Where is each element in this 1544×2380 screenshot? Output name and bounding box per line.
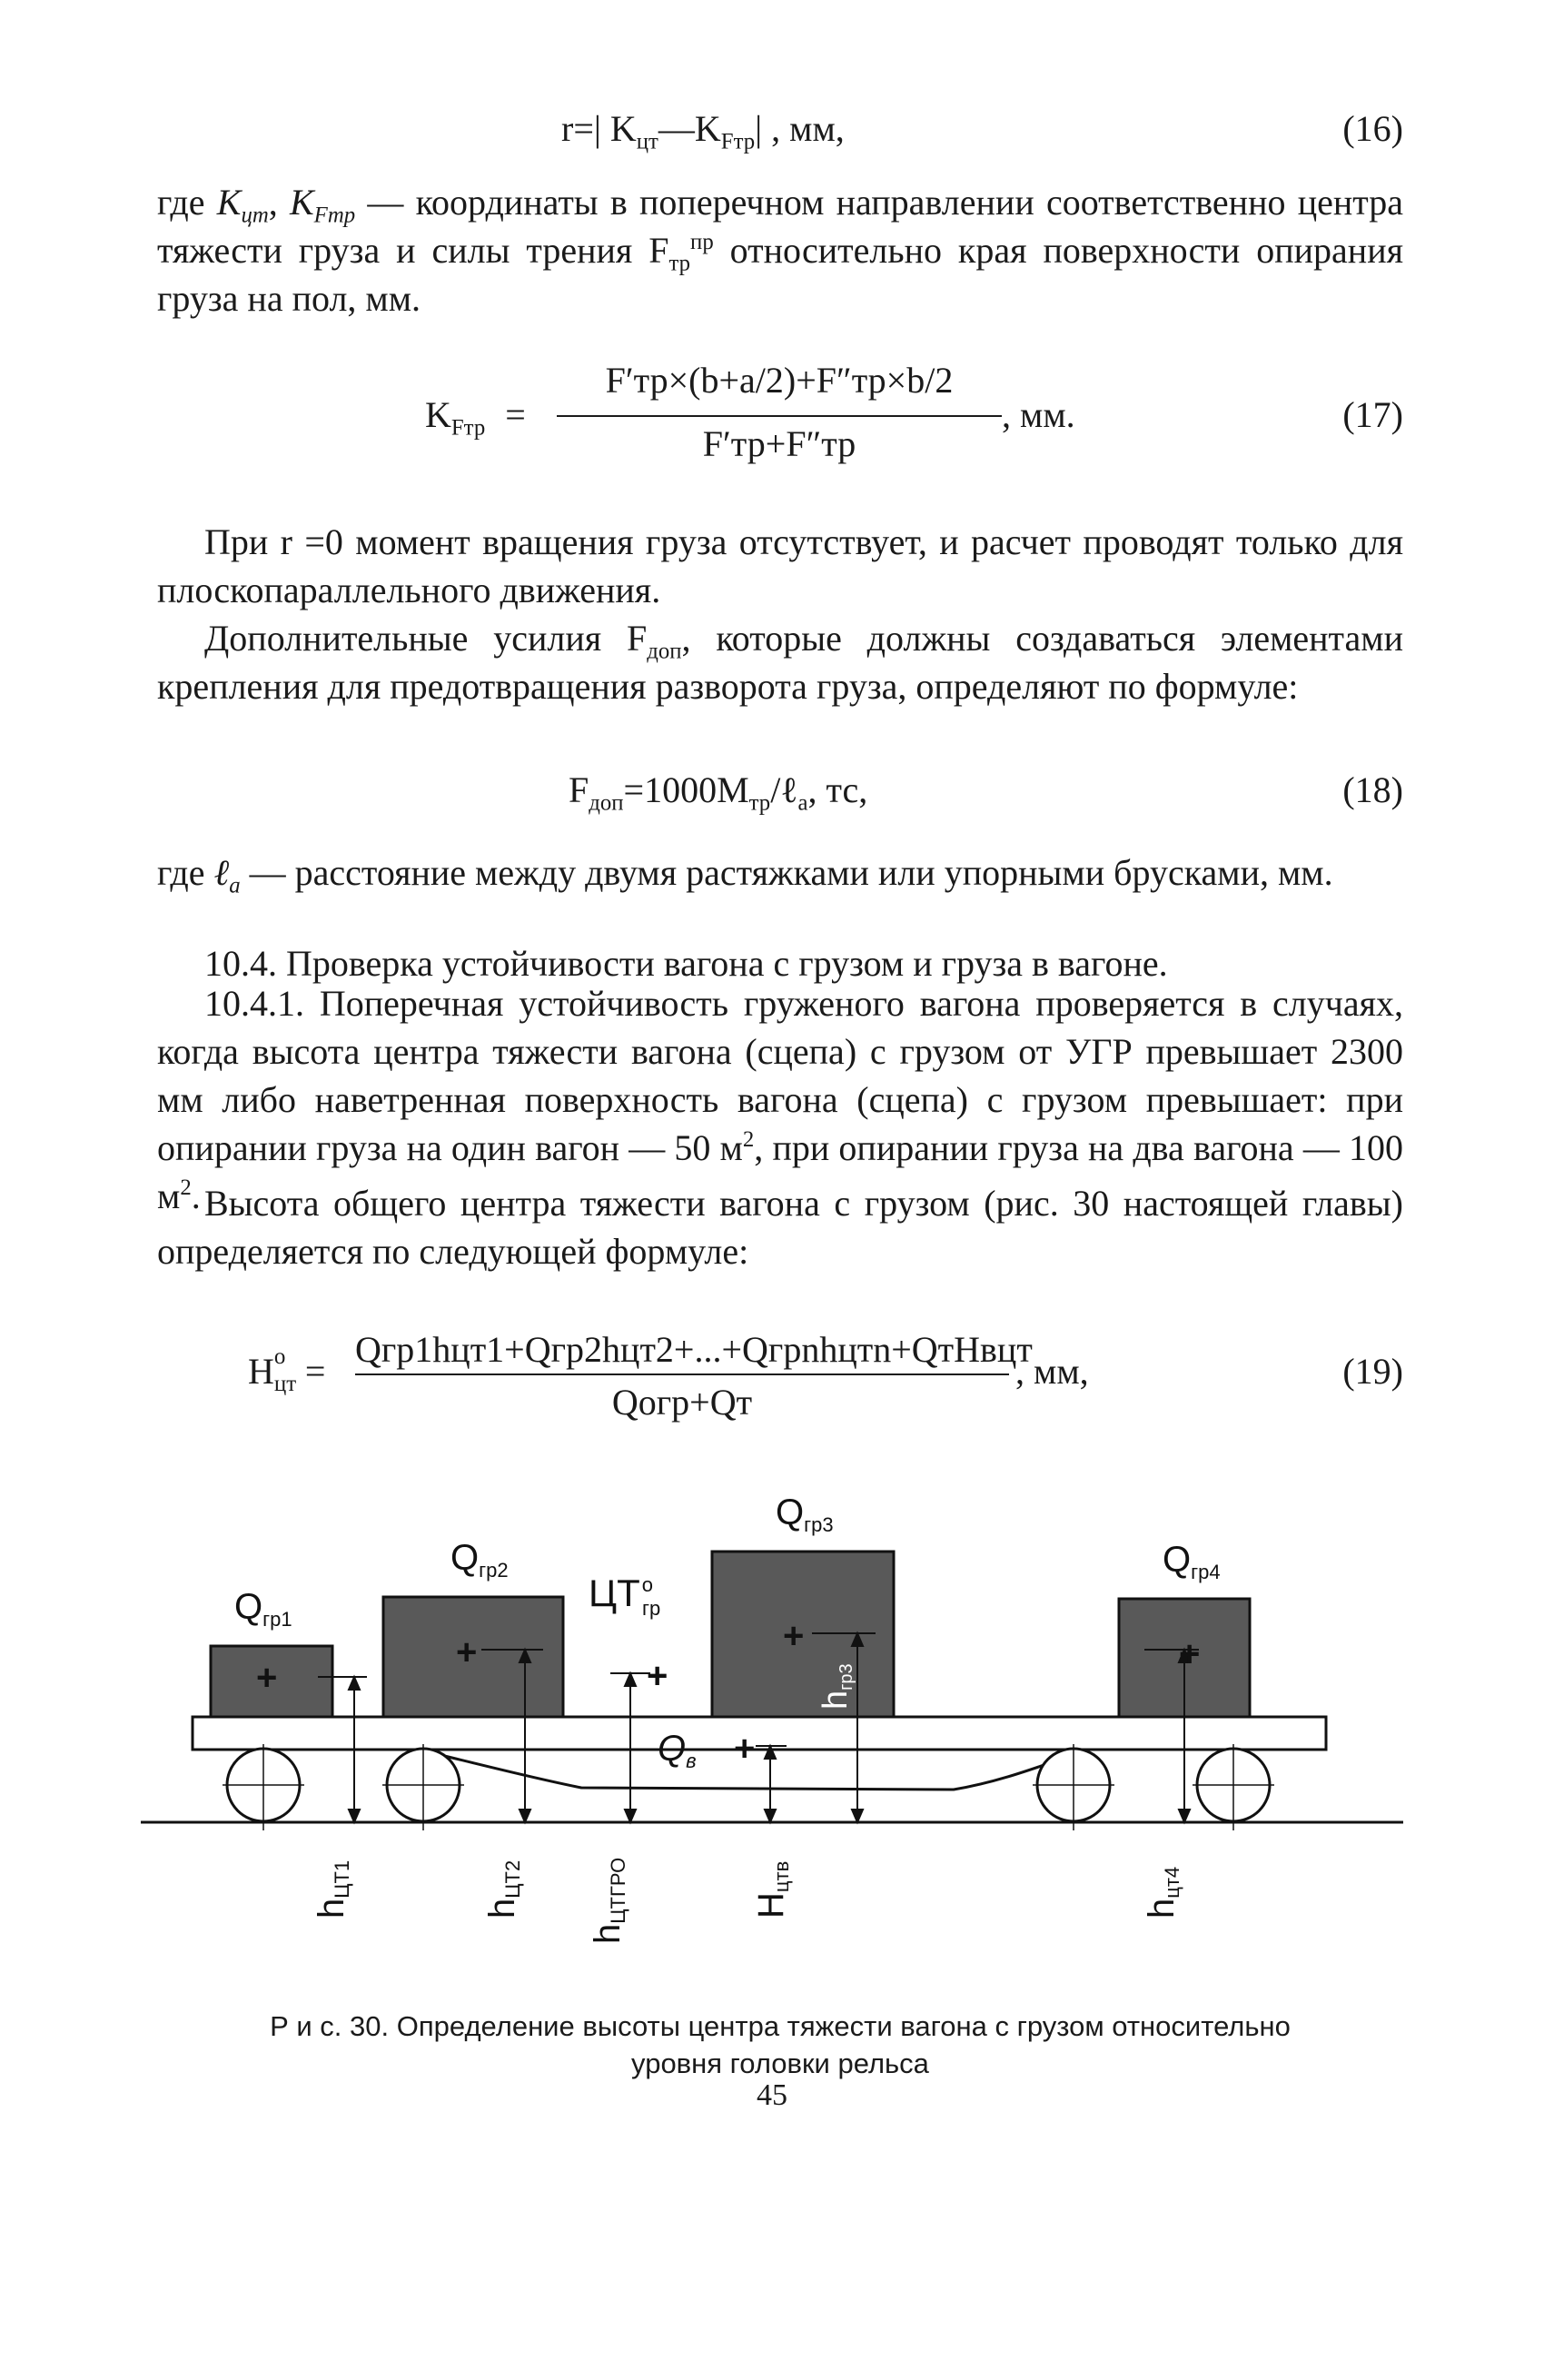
label-h-ctgr0: hЦТГРО <box>588 1857 629 1944</box>
eq19-sub: цт <box>273 1372 297 1396</box>
equation-16-body <box>561 107 845 154</box>
superscript: 2 <box>742 1127 755 1153</box>
symbol: K <box>289 182 314 223</box>
wheel-3 <box>1033 1744 1114 1830</box>
eq16-rhs: | , мм, <box>755 108 845 149</box>
text: где <box>157 852 214 893</box>
equation-17-fraction <box>557 359 1002 486</box>
definition-paragraph-18 <box>157 848 1403 897</box>
equation-number: (19) <box>1342 1351 1403 1392</box>
label-q3: $Q_{гр3}$ <box>776 1492 834 1536</box>
equation-17-lhs <box>425 393 526 441</box>
label-qv: $Q_в$ <box>658 1729 697 1772</box>
label-h-ct1: hЦТ1 <box>312 1859 353 1919</box>
text: — координаты в поперечном направлении соответственно центра тяжести груза и силы трения F <box>157 182 1404 271</box>
equation-16 <box>157 107 1403 162</box>
fraction-bar <box>355 1373 1009 1375</box>
symbol: ℓ <box>213 852 230 893</box>
equation-17 <box>157 359 1403 486</box>
eq19-equals: = <box>304 1351 326 1392</box>
eq18-lsub: а <box>797 790 808 816</box>
eq19-symbol: H <box>248 1351 274 1392</box>
text: где <box>157 182 217 223</box>
eq16-sub1: цт <box>636 129 658 154</box>
label-q2: $Q_{гр2}$ <box>450 1538 509 1582</box>
equation-19 <box>157 1328 1403 1446</box>
eq19-unit: , мм, <box>1015 1351 1089 1392</box>
paragraph-r-zero: При r =0 момент вращения груза отсутствует, и расчет проводят только для плоскопараллельного движения. <box>157 521 1403 610</box>
label-h-ct4: hцт4 <box>1142 1866 1183 1919</box>
eq17-numerator: F′тр×(b+a/2)+F″тр×b/2 <box>605 360 954 401</box>
fraction-bar <box>557 415 1002 417</box>
label-ct-gr: $ЦТ^о$ гр <box>589 1572 661 1620</box>
subscript: доп <box>647 639 682 664</box>
wagon-platform <box>193 1717 1326 1750</box>
equation-19-lhs <box>248 1344 326 1396</box>
eq18-slash: /ℓ <box>770 769 798 810</box>
text: , которые должны создаваться элементами крепления для предотвращения разворота груза, определяют по формуле: <box>157 618 1403 707</box>
subscript: Fтр <box>313 203 356 228</box>
superscript: 2 <box>180 1175 192 1201</box>
text: относительно края поверхности опирания груза на пол, мм. <box>157 230 1403 319</box>
eq16-sub2: Fтр <box>720 129 756 154</box>
equation-18 <box>157 769 1403 823</box>
superscript: пр <box>690 230 714 255</box>
figure-wagon-diagram <box>0 1472 1544 2380</box>
eq16-lhs: r=| K <box>561 108 637 149</box>
label-q1: $Q_{гр1}$ <box>234 1587 292 1631</box>
subscript: цт <box>241 203 269 228</box>
cg-marker-1: + <box>256 1658 278 1698</box>
caption-prefix: Р и с. 30. <box>270 2010 390 2042</box>
eq19-sup: о <box>273 1344 286 1369</box>
text: 10.4.1. Поперечная устойчивость груженого вагона проверяется в случаях, когда высота центра тяжести вагона (сцепа) с грузом от УГР превышает 2300 мм либо наветренная поверхность вагона (сцепа) с грузом превышает: при опирании груза на один вагон — 50 м <box>157 983 1403 1168</box>
page-number: 45 <box>757 2078 787 2112</box>
eq17-symbol: K <box>425 394 451 435</box>
text: . <box>191 1175 201 1216</box>
eq18-mid: =1000M <box>623 769 749 810</box>
text: Дополнительные усилия F <box>204 618 648 659</box>
cg-marker-total: + <box>647 1656 668 1696</box>
equation-number: (18) <box>1342 769 1403 810</box>
label-h-ctv: Hцтв <box>751 1860 793 1919</box>
wheel-4 <box>1193 1744 1274 1830</box>
cg-marker-4: + <box>1179 1634 1201 1674</box>
subscript: тр <box>668 251 691 276</box>
caption-line-1 <box>157 2008 1403 2045</box>
label-h-ct2: hЦТ2 <box>482 1859 524 1919</box>
eq18-msub: тр <box>748 790 771 816</box>
text: , при опирании груза на два вагона — 100 м <box>157 1127 1403 1216</box>
equation-number: (16) <box>1342 108 1403 149</box>
symbol: K <box>216 182 242 223</box>
eq17-subscript: Fтр <box>450 415 486 441</box>
equation-number: (17) <box>1342 394 1403 435</box>
eq19-numerator: Qгр1hцт1+Qгр2hцт2+...+Qгрnhцтn+QтHвцт <box>355 1329 1033 1370</box>
eq16-mid: —K <box>658 108 721 149</box>
paragraph-general-height: Высота общего центра тяжести вагона с грузом (рис. 30 настоящей главы) определяется по следующей формуле: <box>157 1183 1403 1272</box>
text: , <box>268 182 290 223</box>
label-h-gr3: hгр3 <box>817 1663 856 1710</box>
equation-19-fraction <box>355 1328 1033 1446</box>
eq19-denominator: Qогр+Qт <box>611 1382 753 1423</box>
figure-caption <box>157 2008 1403 2082</box>
subscript: а <box>229 873 241 898</box>
paragraph-additional-forces <box>157 614 1403 710</box>
cg-marker-3: + <box>783 1616 805 1656</box>
label-q4: $Q_{гр4}$ <box>1163 1540 1221 1583</box>
caption-text-1: Определение высоты центра тяжести вагона с грузом относительно <box>389 2010 1291 2042</box>
section-10-4: 10.4. Проверка устойчивости вагона с грузом и груза в вагоне. <box>204 943 1168 984</box>
equation-18-body <box>569 769 868 816</box>
wheel-1 <box>223 1744 304 1830</box>
caption-line-2: уровня головки рельса <box>631 2048 929 2079</box>
eq18-fsub: доп <box>589 790 624 816</box>
definition-paragraph-16 <box>157 178 1403 322</box>
cg-marker-wagon: + <box>734 1729 756 1769</box>
eq17-denominator: F′тр+F″тр <box>702 423 856 464</box>
eq17-unit: , мм. <box>1002 394 1075 435</box>
eq18-unit: , тс, <box>807 769 868 810</box>
eq17-equals: = <box>505 394 526 435</box>
eq18-f: F <box>569 769 589 810</box>
text: — расстояние между двумя растяжками или упорными брусками, мм. <box>240 852 1333 893</box>
cg-marker-2: + <box>456 1632 478 1672</box>
